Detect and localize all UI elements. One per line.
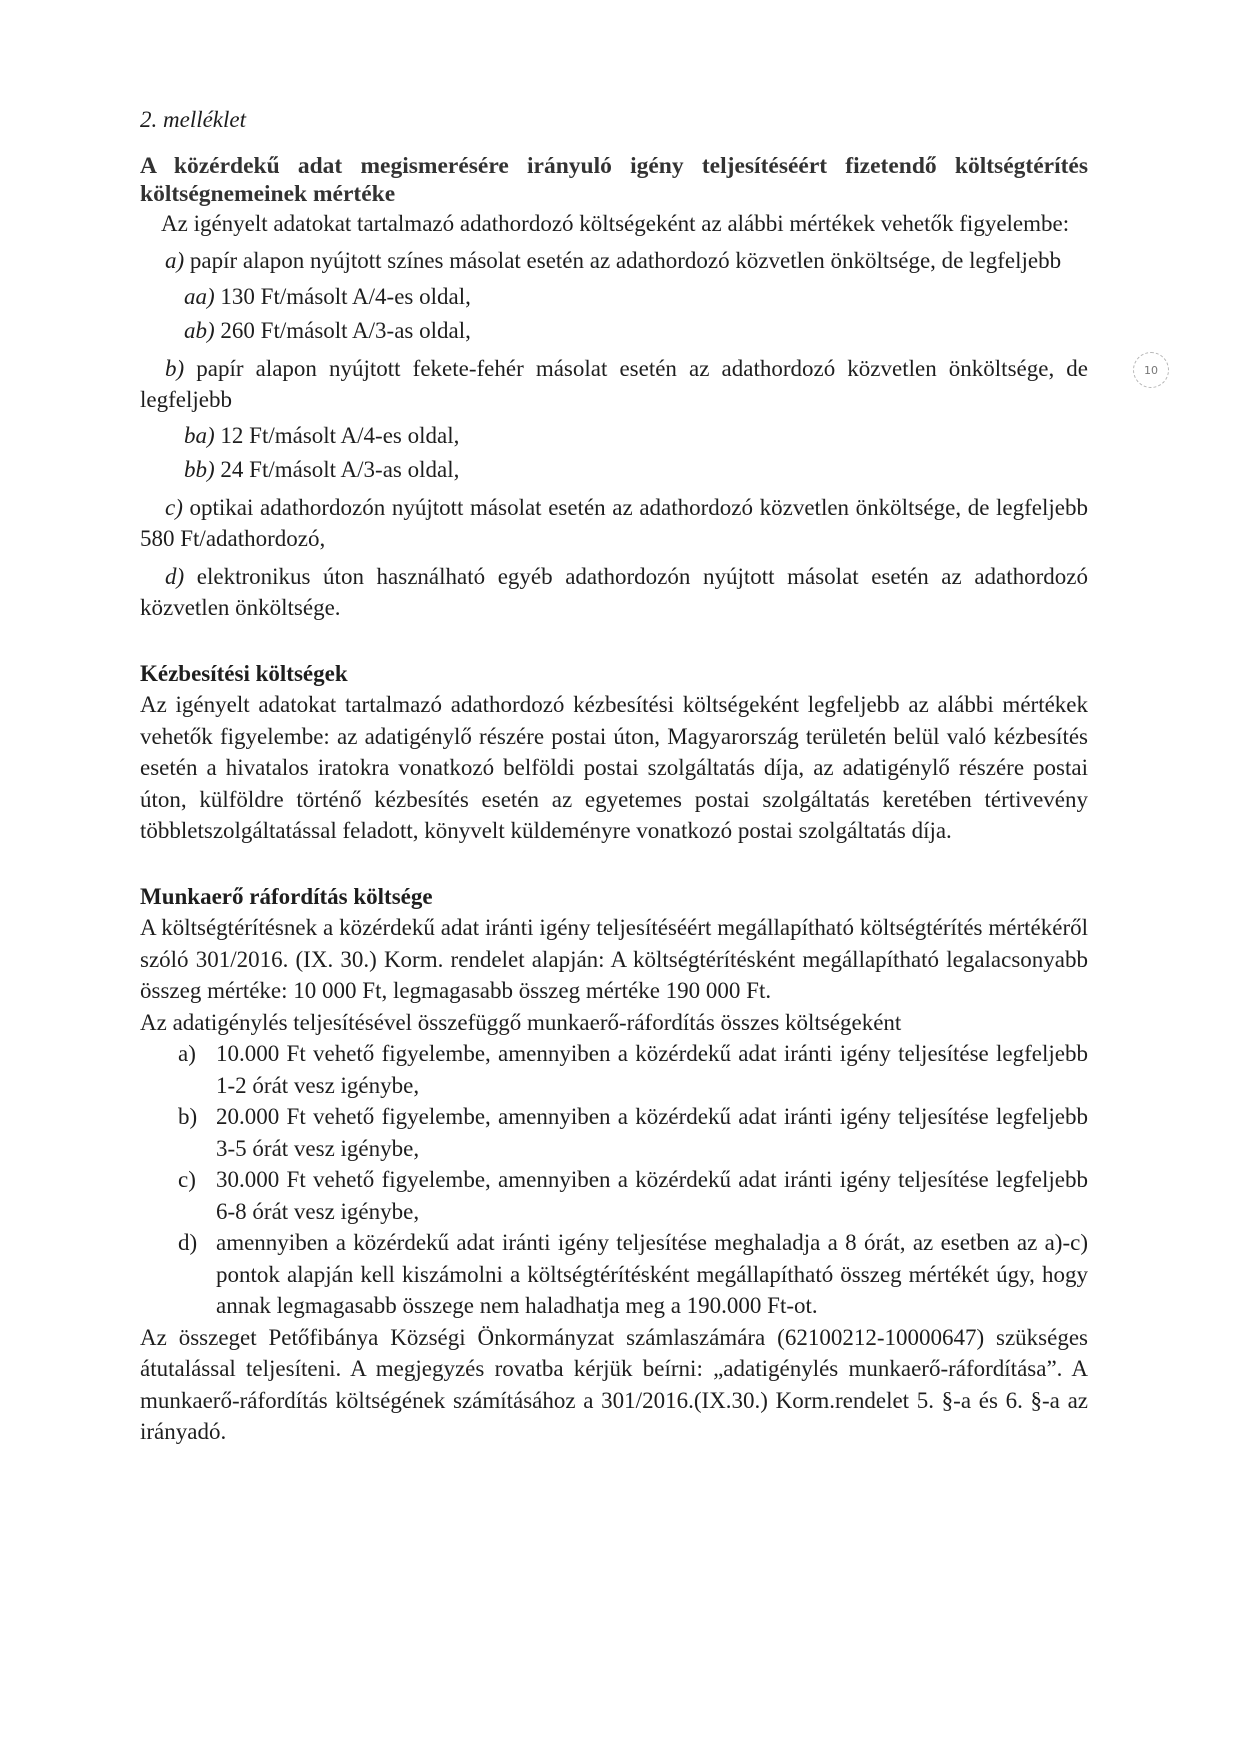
labor-item-d [140, 1227, 1088, 1322]
page-number: 10 [1144, 363, 1158, 377]
subitem-text: 12 Ft/másolt A/4-es oldal, [220, 422, 460, 448]
subitem-mark: aa) [184, 283, 215, 309]
labor-item-b [140, 1101, 1088, 1164]
list-marker: c) [178, 1167, 196, 1192]
subitem-mark: bb) [184, 457, 215, 482]
cost-subitem-ba [184, 420, 1088, 452]
cost-item-b [140, 353, 1088, 416]
item-text: optikai adathordozón nyújtott másolat esetén az adathordozó közvetlen önköltsége, de legfeljebb 580 Ft/adathordozó, [140, 494, 1089, 551]
subitem-text: 260 Ft/másolt A/3-as oldal, [220, 318, 471, 343]
labor-paragraph-2: Az adatigénylés teljesítésével összefüggő munkaerő-ráfordítás összes költségeként [140, 1009, 902, 1035]
labor-heading: Munkaerő ráfordítás költsége [140, 883, 433, 909]
list-item-text: 10.000 Ft vehető figyelembe, amennyiben a közérdekű adat iránti igény teljesítése legfeljebb 1-2 órát vesz igénybe, [216, 1041, 1088, 1098]
delivery-heading: Kézbesítési költségek [140, 660, 348, 686]
cost-item-c [140, 492, 1088, 555]
subitem-mark: ab) [184, 318, 215, 343]
page-number-stamp [1133, 352, 1169, 388]
item-text: papír alapon nyújtott fekete-fehér másolat esetén az adathordozó közvetlen önköltsége, de legfeljebb [140, 355, 1088, 412]
document-page [140, 104, 1088, 1448]
item-mark: d) [165, 563, 185, 589]
item-text: papír alapon nyújtott színes másolat esetén az adathordozó közvetlen önköltsége, de legfeljebb [189, 248, 1062, 273]
subitem-text: 130 Ft/másolt A/4-es oldal, [220, 283, 471, 309]
cost-items [140, 245, 1088, 624]
labor-cost-list [140, 1038, 1088, 1322]
item-mark: c) [165, 494, 183, 520]
cost-subitem-aa [184, 281, 1088, 313]
item-mark: a) [165, 248, 185, 273]
labor-paragraph-3: Az összeget Petőfibánya Községi Önkormányzat számlaszámára (62100212-10000647) szükséges átutalással teljesíteni. A megjegyzés rovatba kérjük beírni: „adatigénylés munkaerő-ráfordítása”. A munkaerő-ráfordítás költségének számításához a 301/2016.(IX.30.) Korm.rendelet 5. §-a és 6. §-a az irányadó. [140, 1324, 1088, 1444]
intro-paragraph: Az igényelt adatokat tartalmazó adathordozó költségeként az alábbi mértékek vehetők figyelembe: [161, 210, 1070, 236]
labor-item-a [140, 1038, 1088, 1101]
list-item-text: 20.000 Ft vehető figyelembe, amennyiben a közérdekű adat iránti igény teljesítése legfeljebb 3-5 órát vesz igénybe, [216, 1104, 1088, 1161]
cost-subitem-ab [184, 315, 1088, 347]
subitem-text: 24 Ft/másolt A/3-as oldal, [220, 457, 460, 482]
subitem-mark: ba) [184, 422, 215, 448]
delivery-paragraph: Az igényelt adatokat tartalmazó adathordozó kézbesítési költségeként legfeljebb az alábbi mértékek vehetők figyelembe: az adatigénylő részére postai úton, Magyarország területén belül való kézbesítés esetén a hivatalos iratokra vonatkozó belföldi postai szolgáltatás díja, az adatigénylő részére postai úton, külföldre történő kézbesítés esetén az egyetemes postai szolgáltatás keretében tértivevény többletszolgáltatással feladott, könyvelt küldeményre vonatkozó postai szolgáltatás díja. [140, 692, 1088, 843]
cost-item-a [140, 245, 1088, 277]
list-marker: d) [178, 1230, 198, 1255]
item-text: elektronikus úton használható egyéb adathordozón nyújtott másolat esetén az adathordozó közvetlen önköltsége. [140, 563, 1088, 620]
list-item-text: 30.000 Ft vehető figyelembe, amennyiben a közérdekű adat iránti igény teljesítése legfeljebb 6-8 órát vesz igénybe, [216, 1167, 1088, 1224]
list-marker: a) [178, 1041, 196, 1066]
labor-item-c [140, 1164, 1088, 1227]
item-mark: b) [165, 355, 185, 381]
list-item-text: amennyiben a közérdekű adat iránti igény teljesítése meghaladja a 8 órát, az esetben az a)-c) pontok alapján kell kiszámolni a költségtérítésként megállapítható összeg mértékét úgy, hogy annak legmagasabb összege nem haladhatja meg a 190.000 Ft-ot. [216, 1230, 1088, 1318]
labor-paragraph-1: A költségtérítésnek a közérdekű adat iránti igény teljesítéséért megállapítható költségtérítés mértékéről szóló 301/2016. (IX. 30.) Korm. rendelet alapján: A költségtérítésként megállapítható legalacsonyabb összeg mértéke: 10 000 Ft, legmagasabb összeg mértéke 190 000 Ft. [140, 915, 1088, 1003]
document-title: A közérdekű adat megismerésére irányuló igény teljesítéséért fizetendő költségtérítés költségnemeinek mértéke [140, 152, 1088, 207]
annex-label: 2. melléklet [140, 107, 247, 132]
cost-item-d [140, 561, 1088, 624]
list-marker: b) [178, 1104, 198, 1129]
cost-subitem-bb [184, 454, 1088, 486]
